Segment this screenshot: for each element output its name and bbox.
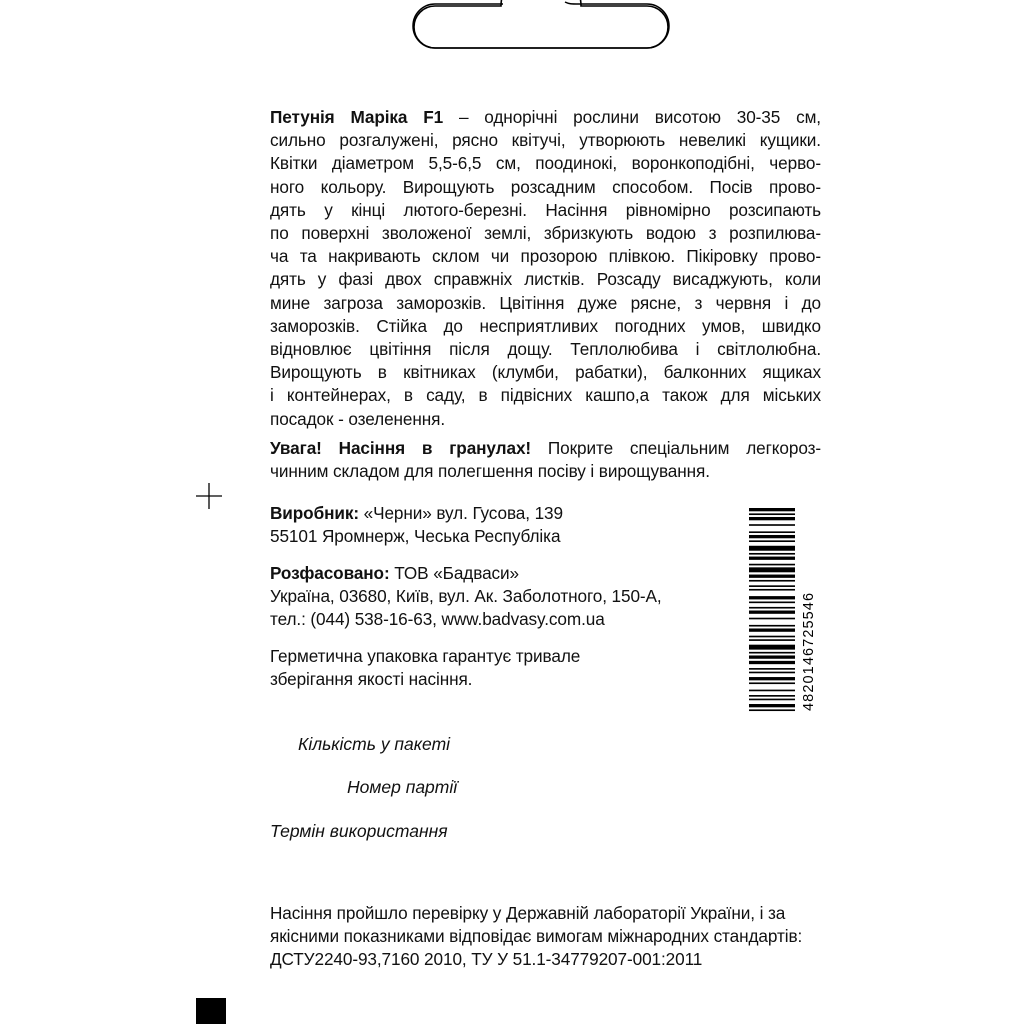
warning-line: чинним складом для полегшення посіву і вирощування.	[270, 461, 710, 482]
product-title: Петунія Маріка F1	[270, 107, 444, 127]
barcode-bar	[749, 628, 795, 631]
barcode-bar	[749, 704, 795, 707]
description-line: Вирощують в квітниках (клумби, рабатки), балконних ящиках	[270, 362, 821, 383]
barcode-bar	[749, 596, 795, 599]
description-line: посадок - озеленення.	[270, 408, 446, 429]
packer-line: тел.: (044) 538-16-63, www.badvasy.com.ua	[270, 609, 605, 630]
producer-line: 55101 Яромнерж, Чеська Республіка	[270, 526, 561, 547]
barcode-bar	[749, 677, 795, 680]
barcode-bar	[749, 682, 795, 684]
barcode-bar	[749, 517, 795, 520]
barcode-bar	[749, 602, 795, 604]
description-line: ного кольору. Вирощують розсадним способом. Посів прово-	[270, 176, 821, 197]
quantity-field-label: Кількість у пакеті	[298, 734, 451, 754]
barcode-bar	[749, 524, 795, 526]
barcode-bar	[749, 661, 795, 664]
barcode-bar	[749, 695, 795, 697]
description-line: – однорічні рослини висотою 30-35 см,	[443, 107, 821, 127]
warning-line: Покрите спеціальним легкороз-	[531, 438, 821, 458]
barcode-bar	[749, 513, 795, 515]
description-line: сильно розгалужені, рясно квітучі, утворюють невеликі кущики.	[270, 130, 821, 151]
barcode-bar	[749, 690, 795, 692]
barcode-bar	[749, 575, 795, 578]
packer-label: Розфасовано:	[270, 563, 390, 583]
barcode-bars	[749, 508, 795, 711]
packer-block	[270, 562, 662, 632]
barcode-bar	[749, 546, 795, 551]
barcode-bar	[749, 655, 795, 658]
barcode-bar	[749, 618, 795, 620]
producer-line: «Черни» вул. Гусова, 139	[358, 503, 563, 523]
description-line: мине загроза заморозків. Цвітіння дуже рясне, з червня і до	[270, 292, 821, 313]
description-line: ча та накривають склом чи прозорою плівкою. Пікіровку прово-	[270, 246, 821, 267]
barcode-bar	[749, 589, 795, 591]
expiry-term-label: Термін використання	[270, 821, 448, 841]
barcode	[749, 508, 815, 713]
barcode-bar	[749, 607, 795, 609]
barcode-bar	[749, 553, 795, 555]
packer-line: Україна, 03680, Київ, вул. Ак. Заболотного, 150-А,	[270, 586, 662, 607]
producer-block	[270, 502, 563, 548]
barcode-number: 4820146725546	[801, 591, 817, 711]
description-paragraph	[270, 106, 821, 431]
barcode-bar	[749, 645, 795, 650]
seal-line: зберігання якості насіння.	[270, 669, 473, 690]
description-line: по поверхні зволоженої землі, збризкують водою з розпилюва-	[270, 223, 821, 244]
certification-line: ДСТУ2240-93,7160 2010, ТУ У 51.1-34779207-001:2011	[270, 949, 703, 970]
barcode-bar	[749, 557, 795, 560]
batch-number-label: Номер партії	[347, 777, 458, 797]
barcode-bar	[749, 636, 795, 638]
description-line: дять у кінці лютого-березні. Насіння рівномірно розсипають	[270, 199, 821, 220]
barcode-bar	[749, 652, 795, 654]
registration-cross-icon	[196, 483, 222, 509]
packer-line: ТОВ «Бадваси»	[389, 563, 519, 583]
barcode-bar	[749, 699, 795, 701]
seal-notice	[270, 645, 580, 691]
certification-line: якісними показниками відповідає вимогам міжнародних стандартів:	[270, 926, 803, 947]
producer-label: Виробник:	[270, 503, 359, 523]
certification-block	[270, 902, 802, 972]
warning-heading: Увага! Насіння в гранулах!	[270, 438, 532, 458]
description-line: і контейнерах, в саду, в підвісних кашпо,а також для міських	[270, 385, 821, 406]
barcode-bar	[749, 625, 795, 627]
certification-line: Насіння пройшло перевірку у Державній лабораторії України, і за	[270, 903, 786, 923]
barcode-bar	[749, 567, 795, 572]
barcode-bar	[749, 672, 795, 674]
barcode-bar	[749, 508, 795, 511]
barcode-bar	[749, 580, 795, 582]
barcode-bar	[749, 668, 795, 670]
barcode-bar	[749, 585, 795, 587]
hang-tab-outline	[413, 4, 669, 50]
corner-print-mark	[196, 998, 226, 1024]
warning-paragraph	[270, 437, 821, 483]
description-line: відновлює цвітіння після дощу. Теплолюбива і світлолюбна.	[270, 339, 821, 360]
barcode-bar	[749, 611, 795, 614]
description-line: Квітки діаметром 5,5-6,5 см, поодинокі, воронкоподібні, черво-	[270, 153, 821, 174]
barcode-bar	[749, 535, 795, 538]
barcode-bar	[749, 540, 795, 542]
barcode-bar	[749, 564, 795, 566]
description-line: дять у фазі двох справжніх листків. Розсаду висаджують, коли	[270, 269, 821, 290]
barcode-bar	[749, 709, 795, 711]
description-line: заморозків. Стійка до несприятливих погодних умов, швидко	[270, 315, 821, 336]
barcode-bar	[749, 639, 795, 641]
seal-line: Герметична упаковка гарантує тривале	[270, 646, 581, 666]
barcode-bar	[749, 531, 795, 533]
